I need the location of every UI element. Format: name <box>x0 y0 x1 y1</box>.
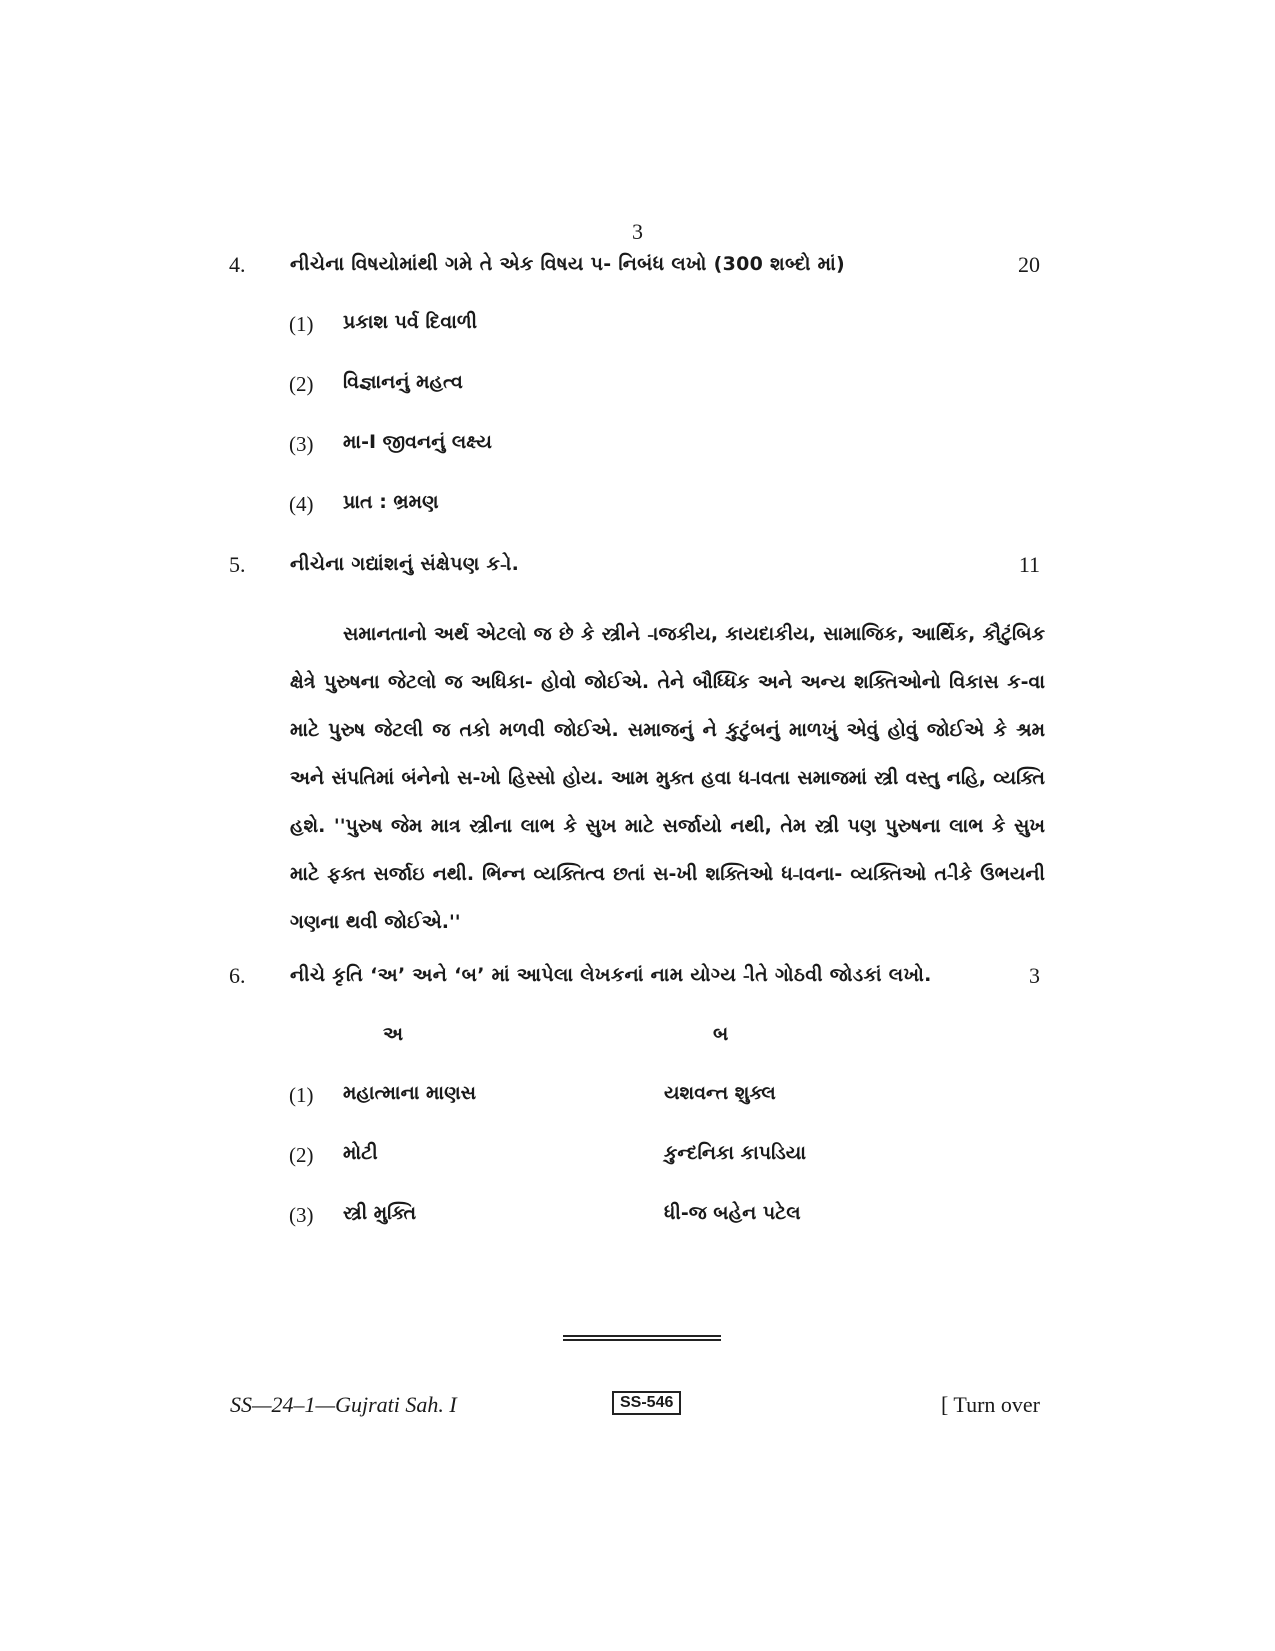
option-number: (1) <box>289 312 314 336</box>
option-number: (2) <box>289 372 314 396</box>
option-text: વિજ્ઞાનનું મહત્વ <box>343 371 463 393</box>
question-5-text: નીચેના ગદ્યાંશનું સંક્ષેપણ ક-ો. <box>290 553 520 575</box>
column-b-header: બ <box>713 1023 729 1045</box>
option-text: મા-I જીવનનું લક્ષ્ય <box>343 431 492 453</box>
passage-paragraph: સમાનતાનો અર્થ એટલો જ છે કે સ્ત્રીને -ાજકીય, કાયદાકીય, સામાજિક, આર્થિક, કૌટુંબિક ક્ષેત્રે પુરુષના જેટલો જ અધિકા- હોવો જોઈએ. તેને બૌધ્ધિક અને અન્ય શક્તિઓનો વિકાસ ક-વા માટે પુરુષ જેટલી જ તકો મળવી જોઈએ. સમાજનું ને કુટુંબનું માળખું એવું હોવું જોઈએ કે શ્રમ અને સંપતિમાં બંનેનો સ-ખો હિસ્સો હોય. આમ મુક્ત હવા ધ-ાવતા સમાજમાં સ્ત્રી વસ્તુ નહિ, વ્યક્તિ હશે. ''પુરુષ જેમ માત્ર સ્ત્રીના લાભ કે સુખ માટે સર્જાયો નથી, તેમ સ્ત્રી પણ પુરુષના લાભ કે સુખ માટે ફક્ત સર્જાઇ નથી. ભિન્ન વ્યક્તિત્વ છતાં સ-ખી શક્તિઓ ધ-ાવના- વ્યક્તિઓ ત-ીકે ઉભયની ગણના થવી જોઈએ.'' <box>290 623 1045 933</box>
footer-booklet-code: SS-546 <box>612 1391 681 1415</box>
question-5-number: 5. <box>229 552 246 577</box>
pair-b-text: યશવન્ત શુક્લ <box>664 1082 776 1104</box>
page-number: 3 <box>632 219 643 244</box>
footer-turn-over: [ Turn over <box>940 1392 1040 1417</box>
pair-b-text: કુન્દનિકા કાપડિયા <box>664 1142 807 1164</box>
pair-number: (1) <box>289 1083 314 1107</box>
option-number: (4) <box>289 492 314 516</box>
question-4-number: 4. <box>229 252 246 277</box>
question-6-marks: 3 <box>1029 963 1040 988</box>
question-6-text: નીચે કૃતિ ‘અ’ અને ‘બ’ માં આપેલા લેખકનાં નામ યોગ્ય -ીતે ગોઠવી જોડકાં લખો. <box>290 964 932 986</box>
question-6-number: 6. <box>229 963 246 988</box>
question-5-marks: 11 <box>1018 552 1040 577</box>
question-4-marks: 20 <box>1018 252 1040 277</box>
pair-b-text: ધી-જ બહેન પટેલ <box>664 1202 801 1224</box>
option-text: પ્રકાશ પર્વ દિવાળી <box>343 311 478 333</box>
column-a-header: અ <box>383 1023 404 1045</box>
option-number: (3) <box>289 432 314 456</box>
footer-paper-code: SS—24–1—Gujrati Sah. I <box>230 1392 457 1417</box>
pair-a-text: સ્ત્રી મુક્તિ <box>343 1202 417 1224</box>
pair-number: (2) <box>289 1143 314 1167</box>
section-end-rule <box>563 1335 721 1341</box>
pair-number: (3) <box>289 1203 314 1227</box>
pair-a-text: મોટી <box>343 1142 378 1164</box>
question-4-text: નીચેના વિષયોમાંથી ગમે તે એક વિષય પ- નિબંધ લખો (300 શબ્દો માં) <box>290 253 846 275</box>
pair-a-text: મહાત્માના માણસ <box>343 1082 477 1104</box>
option-text: પ્રાત : ભ્રમણ <box>343 491 439 513</box>
